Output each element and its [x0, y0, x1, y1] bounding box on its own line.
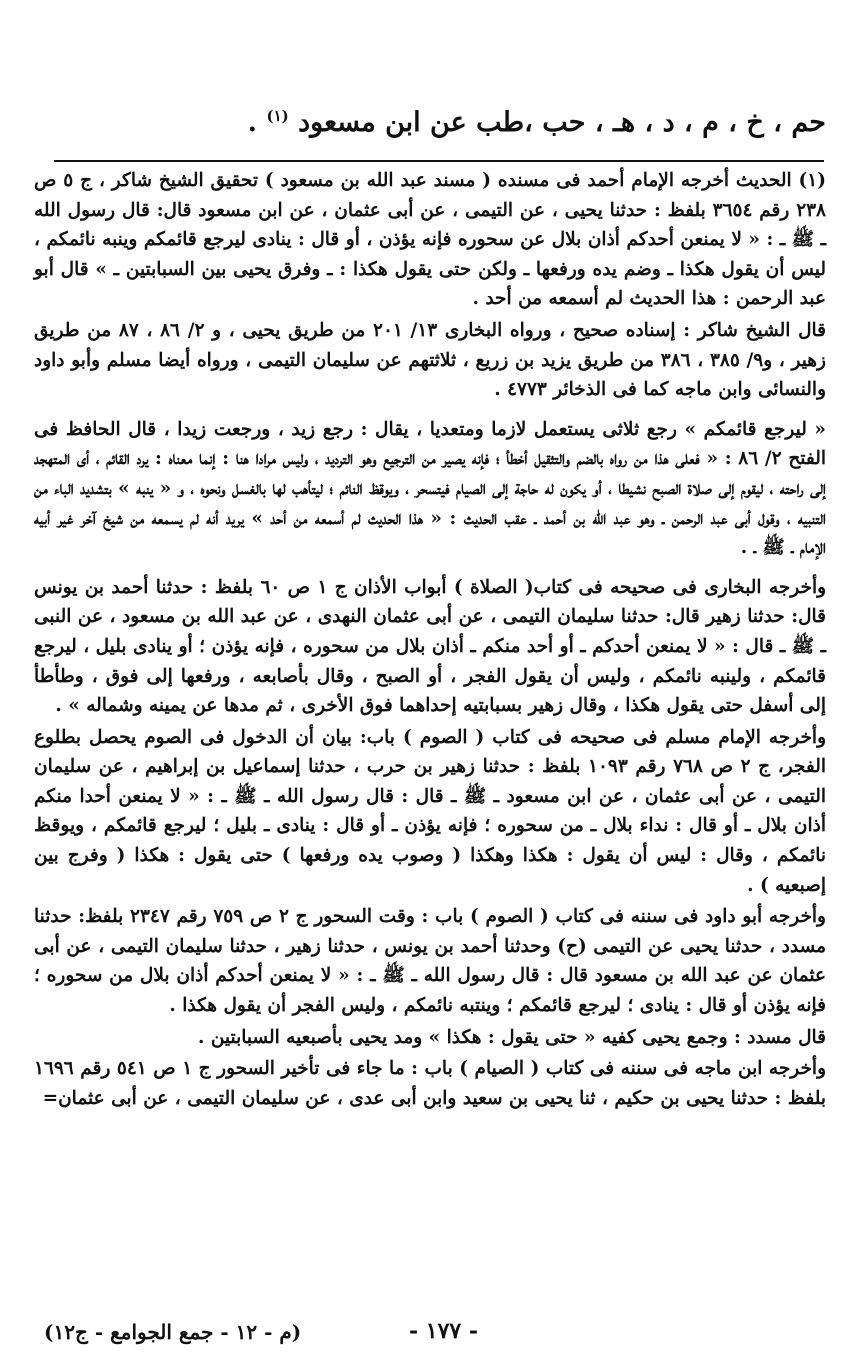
footnotes-block — [34, 166, 826, 1115]
page-number: - ١٧٧ - — [408, 1318, 478, 1344]
footnote-reference: (١) — [266, 107, 289, 125]
footnote-paragraph: وأخرجه البخارى فى صحيحه فى كتاب( الصلاة ) أبواب الأذان ج ١ ص ٦٠ بلفظ : حدثنا أحمد بن يونس قال: حدثنا زهير قال: حدثنا سليمان التيمى ، عن أبى عثمان النهدى ، عن عبد الله بن مسعود ، عن النبى ـ ﷺ ـ قال : « لا يمنعن أحدكم ـ أو أحد منكم ـ أذان بلال من سحوره ، فإنه يؤذن ؛ أو ينادى بليل ، ليرجع قائمكم ، ولينبه نائمكم ، وليس أن يقول الفجر ، أو الصبح ، وقال بأصابعه ، ورفعها إلى فوق ، وطأطأ إلى أسفل حتى يقول هكذا ، وقال زهير بسبابتيه إحداهما فوق الأخرى ، ثم مدها عن يمينه وشماله » . — [34, 576, 827, 717]
source-text: حم ، خ ، م ، د ، هـ ، حب ،طب عن ابن مسعود — [298, 107, 826, 138]
footnote-separator — [54, 160, 824, 162]
footnote-paragraph: وأخرجه ابن ماجه فى سننه فى كتاب ( الصيام ) باب : ما جاء فى تأخير السحور ج ١ ص ٥٤١ رقم ١٦٩٦ بلفظ : حدثنا يحيى بن حكيم ، ثنا يحيى بن سعيد وابن أبى عدى ، عن سليمان التيمى ، عن أبى عثمان= — [34, 1058, 826, 1109]
signature-mark: (م - ١٢ - جمع الجوامع - ج١٢) — [44, 1320, 302, 1344]
footnote-paragraph: قال الشيخ شاكر : إسناده صحيح ، ورواه البخارى ١٣/ ٢٠١ من طريق يحيى ، و ٢/ ٨٦ ، ٨٧ من طريق زهير ، و٩/ ٣٨٥ ، ٣٨٦ من طريق يزيد بن زريع ، ثلاثتهم عن سليمان التيمى ، ورواه أيضا مسلم وأبو داود والنسائى وابن ماجه كما فى الذخائر ٤٧٧٣ . — [34, 319, 826, 401]
hadith-source-line — [66, 96, 826, 143]
footnote-paragraph: (١) الحديث أخرجه الإمام أحمد فى مسنده ( مسند عبد الله بن مسعود ) تحقيق الشيخ شاكر ، ج ٥ ص ٢٣٨ رقم ٣٦٥٤ بلفظ : حدثنا يحيى ، عن التيمى ، عن أبى عثمان ، عن ابن مسعود قال: قال رسول الله ـ ﷺ ـ : « لا يمنعن أحدكم أذان بلال عن سحوره فإنه يؤذن ، أو قال : ينادى ليرجع قائمكم وينبه نائمكم ، ليس أن يقول هكذا ـ وضم يده ورفعها ـ ولكن حتى يقول هكذا : ـ وفرق يحيى بين السبابتين ـ » قال أبو عبد الرحمن : هذا الحديث لم أسمعه من أحد . — [34, 170, 826, 310]
footnote-paragraph: وأخرجه أبو داود فى سننه فى كتاب ( الصوم ) باب : وقت السحور ج ٢ ص ٧٥٩ رقم ٢٣٤٧ بلفظ: حدثنا مسدد ، حدثنا يحيى عن التيمى (ح) وحدثنا أحمد بن يونس ، حدثنا زهير ، حدثنا سليمان التيمى ، عن أبى عثمان عن عبد الله بن مسعود قال : قال رسول الله ـ ﷺ ـ : « لا يمنعن أحدكم أذان بلال من سحوره ؛ فإنه يؤذن أو قال : ينادى ؛ ليرجع قائمكم ؛ وينتبه نائمكم ، وليس الفجر أن يقول هكذا . — [34, 906, 826, 1017]
footnote-paragraph: قال مسدد : وجمع يحيى كفيه « حتى يقول : هكذا » ومد يحيى بأصبعيه السبابتين . — [197, 1026, 826, 1048]
footnote-paragraph: « ليرجع قائمكم » رجع ثلاثى يستعمل لازما ومتعديا ، يقال : رجع زيد ، ورجعت زيدا ، قال الحافظ فى الفتح ٢/ ٨٦ : « فعلى هذا من رواه بالضم والتثقيل أخطأ ؛ فإنه يصير من الترجيع وهو الترديد ، وليس مرادا هنا : إنما معناه : يرد القائم ، أى المتهجد إلى راحته ، ليقوم إلى صلاة الصبح نشيطا ، أو يكون له حاجة إلى الصيام فيتسحر ، ويوقظ النائم ؛ ليتأهب لها بالغسل ونحوه ، و « ينبه » بتشديد الباء من التنبيه ، وقول أبى عبد الرحمن ـ وهو عبد الله بن أحمد ـ عقب الحديث : « هذا الحديث لم أسمعه من أحد » يريد أنه لم يسمعه من شيخ آخر غير أبيه الإمام ـ ﷺ ـ . — [34, 418, 826, 559]
page-footer — [40, 1318, 826, 1358]
source-end: . — [247, 107, 258, 138]
footnote-paragraph: وأخرجه الإمام مسلم فى صحيحه فى كتاب ( الصوم ) باب: بيان أن الدخول فى الصوم يحصل بطلوع الفجر، ج ٢ ص ٧٦٨ رقم ١٠٩٣ بلفظ : حدثنا زهير بن حرب ، حدثنا إسماعيل بن إبراهيم ، عن سليمان التيمى ، عن أبى عثمان ، عن ابن مسعود ـ ﷺ ـ قال : قال رسول الله ـ ﷺ ـ : « لا يمنعن أحدا منكم أذان بلال ـ أو قال : نداء بلال ـ من سحوره ؛ فإنه يؤذن ـ أو قال : ينادى ـ بليل ؛ ليرجع قائمكم ، ويوقظ نائمكم ، وقال : ليس أن يقول : هكذا وهكذا ( وصوب يده ورفعها ) حتى يقول : هكذا ( وفرج بين إصبعيه ) . — [34, 726, 826, 896]
